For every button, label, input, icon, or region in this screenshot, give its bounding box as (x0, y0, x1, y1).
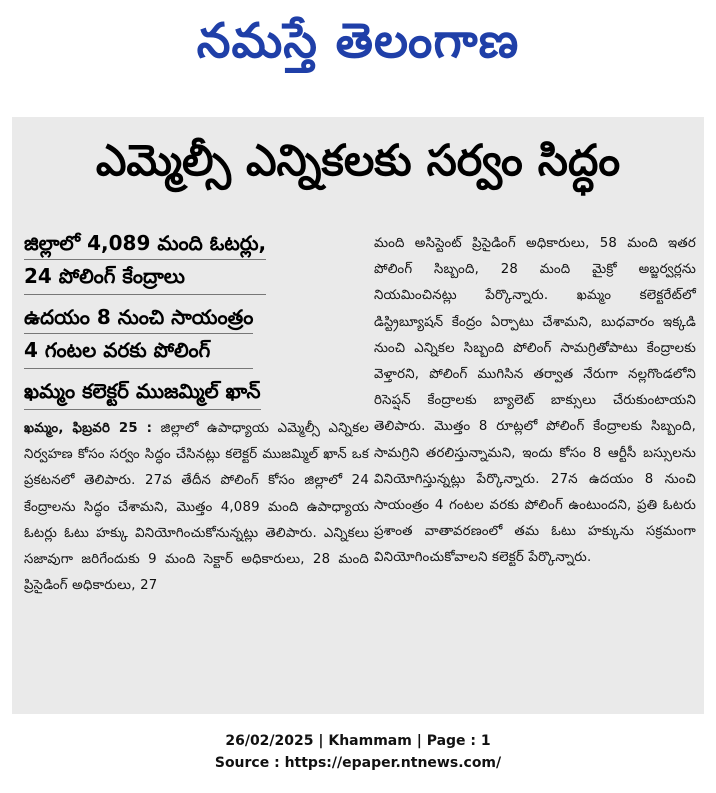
footer-source: Source : https://epaper.ntnews.com/ (214, 755, 502, 771)
footer-date-edition: 26/02/2025 | Khammam | Page : 1 (225, 733, 491, 749)
subhead-4: 4 గంటల వరకు పోలింగ్ (24, 333, 253, 366)
subhead-1: జిల్లాలో 4,089 మంది ఓటర్లు, (24, 231, 267, 255)
article-headline: ఎమ్మెల్సీ ఎన్నికలకు సర్వం సిద్ధం (95, 136, 621, 186)
subhead-5: ఖమ్మం కలెక్టర్ ముజమ్మిల్ ఖాన్ (24, 379, 261, 403)
article-dateline: ఖమ్మం, ఫిబ్రవరి 25 : (24, 421, 153, 436)
news-clipping (12, 117, 704, 714)
subhead-3: ఉదయం 8 నుంచి సాయంత్రం (24, 305, 254, 329)
subhead-group-1 (24, 227, 266, 295)
subhead-2: 24 పోలింగ్ కేంద్రాలు (24, 259, 266, 292)
article-text-left: జిల్లాలో ఉపాధ్యాయ ఎమ్మెల్సీ ఎన్నికల నిర్వహణ కోసం సర్వం సిద్ధం చేసినట్లు కలెక్టర్ ముజమ్మిల్ ఖాన్ ఒక ప్రకటనలో తెలిపారు. 27వ తేదీన పోలింగ్ కోసం జిల్లాలో 24 కేంద్రాలను సిద్ధం చేశామని, మొత్తం 4,089 మంది ఉపాధ్యాయ ఓటర్లు ఓటు హక్కు వినియోగించుకోనున్నట్లు తెలిపారు. ఎన్నికలు సజావుగా జరిగేందుకు 9 మంది సెక్టార్ అధికారులు, 28 మంది ప్రిసైడింగ్ అధికారులు, 27 (24, 421, 369, 594)
left-column (24, 227, 369, 599)
article-body-right: మంది అసిస్టెంట్ ప్రిసైడింగ్ అధికారులు, 58 మంది ఇతర పోలింగ్ సిబ్బంది, 28 మంది మైక్రో అబ్జర్వర్లను నియమించినట్లు పేర్కొన్నారు. ఖమ్మం కలెక్టరేట్‌లో డిస్ట్రిబ్యూషన్ కేంద్రం ఏర్పాటు చేశామని, బుధవారం ఇక్కడి నుంచి ఎన్నికల సిబ్బంది పోలింగ్ సామగ్రితోపాటు కేంద్రాలకు వెళ్తారని, పోలింగ్ ముగిసిన తర్వాత నేరుగా నల్లగొండలోని రిసెప్షన్ కేంద్రాలకు బ్యాలెట్ బాక్సులు చేరుకుంటాయని తెలిపారు. మొత్తం 8 రూట్లలో పోలింగ్ కేంద్రాలకు సిబ్బంది, సామగ్రిని తరలిస్తున్నామని, ఇందు కోసం 8 ఆర్టీసీ బస్సులను వినియోగిస్తున్నట్లు పేర్కొన్నారు. 27న ఉదయం 8 నుంచి సాయంత్రం 4 గంటల వరకు పోలింగ్ ఉంటుందని, ప్రతి ఓటరు ప్రశాంత వాతావరణంలో తమ ఓటు హక్కును సక్రమంగా వినియోగించుకోవాలని కలెక్టర్ పేర్కొన్నారు. (374, 236, 696, 566)
article-body-left (24, 416, 369, 599)
newspaper-masthead: నమస్తే తెలంగాణ (196, 13, 520, 69)
subhead-group-3 (24, 375, 261, 410)
right-column (374, 231, 696, 572)
subhead-group-2 (24, 301, 253, 369)
